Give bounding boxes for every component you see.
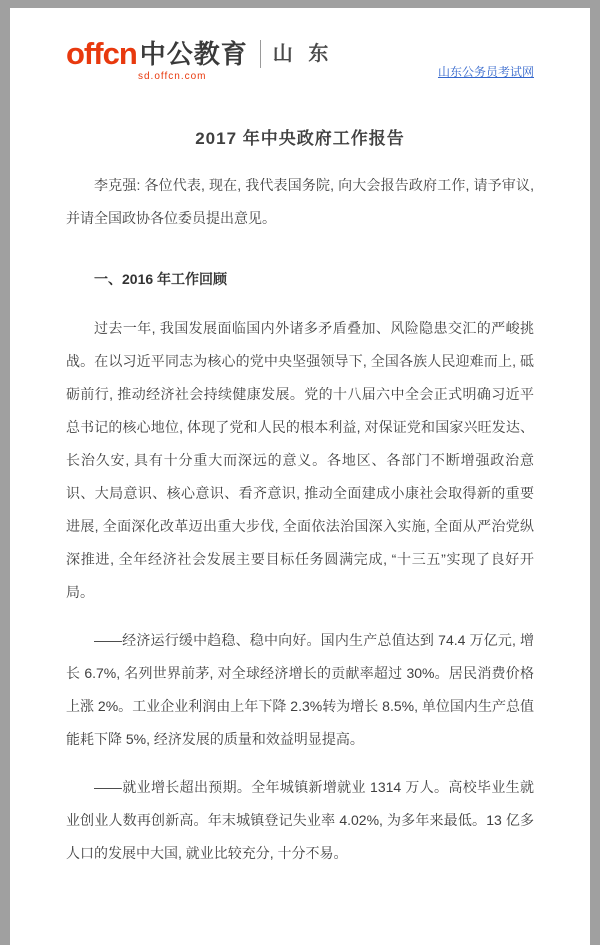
document-card — [10, 8, 590, 945]
shandong-civil-service-exam-link[interactable]: 山东公务员考试网 — [437, 65, 534, 79]
logo-divider — [260, 40, 261, 68]
paragraph-overview: 过去一年, 我国发展面临国内外诸多矛盾叠加、风险隐患交汇的严峻挑战。在以习近平同志为核心的党中央坚强领导下, 全国各族人民迎难而上, 砥砺前行, 推动经济社会持续健康发展。党的十八届六中全会正式明确习近平总书记的核心地位, 体现了党和人民的根本利益, 对保证党和国家兴旺发达、长治久安, 具有十分重大而深远的意义。各地区、各部门不断增强政治意识、大局意识、核心意识、看齐意识, 推动全面建成小康社会取得新的重要进展, 全面深化改革迈出重大步伐, 全面依法治国深入实施, 全面从严治党纵深推进, 全年经济社会发展主要目标任务圆满完成, “十三五”实现了良好开局。 — [66, 320, 534, 600]
article-body — [66, 169, 534, 870]
paragraph-economy: ——经济运行缓中趋稳、稳中向好。国内生产总值达到 74.4 万亿元, 增长 6.7%, 名列世界前茅, 对全球经济增长的贡献率超过 30%。居民消费价格上涨 2%。工业企业利润由上年下降 2.3%转为增长 8.5%, 单位国内生产总值能耗下降 5%, 经济发展的质量和效益明显提高。 — [66, 632, 534, 747]
logo-offcn-wordmark: offcn — [66, 36, 137, 71]
paragraph-employment: ——就业增长超出预期。全年城镇新增就业 1314 万人。高校毕业生就业创业人数再创新高。年末城镇登记失业率 4.02%, 为多年来最低。13 亿多人口的发展中大国, 就业比较充分, 十分不易。 — [66, 779, 534, 861]
logo-row — [66, 38, 333, 69]
logo-site-url: sd.offcn.com — [138, 71, 207, 82]
logo-zhonggong-text: 中公教育 — [139, 38, 248, 69]
article-title: 2017 年中央政府工作报告 — [195, 129, 405, 148]
section-heading-2016-review: 一、2016 年工作回顾 — [94, 271, 228, 287]
intro-paragraph: 李克强: 各位代表, 现在, 我代表国务院, 向大会报告政府工作, 请予审议, 并请全国政协各位委员提出意见。 — [66, 177, 534, 226]
page-header — [66, 38, 534, 82]
logo-region-shandong: 山 东 — [272, 42, 334, 65]
offcn-logo[interactable] — [66, 38, 333, 82]
